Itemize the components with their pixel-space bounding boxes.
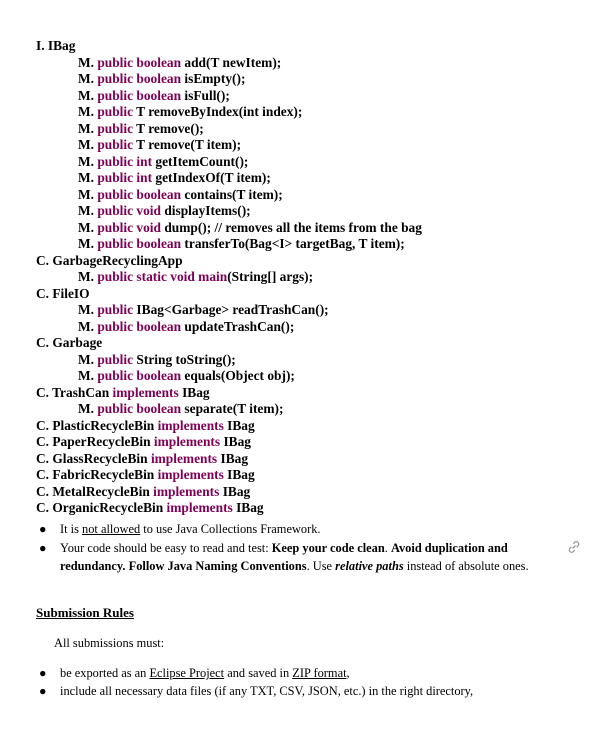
code-text: C. TrashCan [36,384,113,400]
code-text: C. Garbage [36,335,103,350]
list-item [36,683,576,700]
code-text: isFull(); [181,87,230,103]
class-line [36,38,576,55]
class-line [36,253,576,270]
code-text: M. [78,137,98,152]
code-text: C. FabricRecycleBin [36,467,158,482]
keyword-text: implements [157,467,224,482]
code-text: C. GarbageRecyclingApp [36,252,183,268]
keyword-text: implements [153,483,220,499]
list-item [36,665,576,682]
text: Your code should be easy to read and test: [60,541,272,555]
method-line [36,137,576,154]
method-line [36,104,576,121]
code-text: add(T newItem); [181,54,282,70]
method-line [36,236,576,253]
class-line [36,335,576,352]
keyword-text: public boolean [97,236,182,251]
class-line [36,418,576,435]
code-text: IBag [220,434,251,449]
code-text: M. [78,368,98,383]
code-text: isEmpty(); [181,71,246,86]
underlined-text: not allowed [82,522,141,536]
code-text: String toString(); [133,351,236,367]
keyword-text: public [97,302,134,317]
code-text: transferTo(Bag<I> targetBag, T item); [181,236,405,251]
submission-rules-heading: Submission Rules [36,605,134,620]
code-text: IBag [219,483,251,499]
text: . [384,541,391,555]
method-line [36,187,576,204]
keyword-text: public boolean [97,186,182,202]
code-text: M. [78,351,98,367]
class-line [36,434,576,451]
submission-rules-list [36,665,576,700]
method-line [36,269,576,286]
bold-text: Avoid duplication and redundancy. Follow Java Naming Conventions [60,541,508,573]
eclipse-project-link[interactable]: Eclipse Project [149,666,225,680]
code-text: C. GlassRecycleBin [36,450,151,466]
method-line [36,352,576,369]
text: to use Java Collections Framework. [140,522,321,536]
code-text: I. IBag [36,38,76,53]
code-text: T remove(); [133,120,204,136]
class-line [36,467,576,484]
code-text: C. MetalRecycleBin [36,483,154,499]
code-text: M. [78,71,98,86]
code-text: M. [78,87,98,103]
method-line [36,319,576,336]
keyword-text: public [97,104,134,119]
method-line [36,88,576,105]
code-text: M. [78,54,98,70]
code-text: equals(Object obj); [181,368,295,383]
code-text: M. [78,203,98,218]
code-text: IBag [178,384,210,400]
code-text: IBag<Garbage> readTrashCan(); [133,302,329,317]
code-text: C. PlasticRecycleBin [36,417,158,433]
text: It is [60,522,83,536]
method-line [36,55,576,72]
code-text: M. [78,219,98,235]
class-line [36,451,576,468]
code-text: C. PaperRecycleBin [36,434,154,449]
code-text: M. [78,236,98,251]
keyword-text: implements [157,417,224,433]
code-text: M. [78,170,98,185]
text: and saved in [224,666,293,680]
keyword-text: public boolean [97,401,182,416]
code-text: M. [78,401,98,416]
submission-intro: All submissions must: [54,636,165,650]
keyword-text: public static void main [97,269,228,284]
method-line [36,121,576,138]
requirements-list [36,520,576,575]
bullet-icon: ● [39,522,47,536]
class-line [36,286,576,303]
keyword-text: public boolean [97,318,182,334]
bullet-icon: ● [39,541,47,555]
keyword-text: public boolean [97,368,182,383]
keyword-text: public void [97,219,161,235]
keyword-text: public boolean [97,87,182,103]
text: include all necessary data files (if any TXT, CSV, JSON, etc.) in the right directory, [60,684,474,698]
code-text: C. OrganicRecycleBin [36,500,167,515]
code-text: M. [78,104,98,119]
class-line [36,385,576,402]
class-line [36,484,576,501]
method-line [36,170,576,187]
keyword-text: public [97,137,134,152]
keyword-text: implements [150,450,218,466]
keyword-text: public int [97,170,153,185]
text: instead of absolute ones. [403,559,529,573]
keyword-text: public void [97,203,161,218]
code-text: T removeByIndex(int index); [133,104,303,119]
list-item [36,520,576,538]
keyword-text: implements [112,384,179,400]
link-icon[interactable] [566,539,582,555]
code-text: dump(); // removes all the items from the bag [160,219,422,235]
keyword-text: public boolean [97,54,182,70]
class-structure-list [36,38,576,517]
code-text: C. FileIO [36,285,90,301]
code-text: IBag [232,500,264,515]
class-line [36,500,576,517]
code-text: getIndexOf(T item); [152,170,271,185]
method-line [36,302,576,319]
keyword-text: public [97,120,134,136]
code-text: IBag [223,417,255,433]
bold-italic-text: relative paths [335,559,404,573]
list-item [36,539,576,575]
keyword-text: implements [153,434,221,449]
code-text: IBag [223,467,255,482]
code-text: M. [78,302,98,317]
code-text: contains(T item); [181,186,283,202]
bullet-icon: ● [39,666,47,680]
code-text: (String[] args); [227,269,314,284]
code-text: M. [78,269,98,284]
text: be exported as an [60,666,150,680]
keyword-text: implements [166,500,233,515]
code-text: displayItems(); [160,203,251,218]
code-text: updateTrashCan(); [181,318,295,334]
code-text: M. [78,120,98,136]
bullet-icon: ● [39,684,47,698]
code-text: IBag [217,450,249,466]
method-line [36,401,576,418]
text: . Use [306,559,336,573]
code-text: M. [78,186,98,202]
keyword-text: public boolean [97,71,182,86]
code-text: M. [78,153,98,169]
bold-text: Keep your code clean [271,541,385,555]
method-line [36,368,576,385]
keyword-text: public int [97,153,153,169]
keyword-text: public [97,351,134,367]
code-text: separate(T item); [181,401,284,416]
method-line [36,71,576,88]
method-line [36,154,576,171]
code-text: M. [78,318,98,334]
method-line [36,203,576,220]
code-text: getItemCount(); [152,153,249,169]
code-text: T remove(T item); [133,137,242,152]
text: , [346,666,350,680]
zip-format-link[interactable]: ZIP format [292,666,347,680]
method-line [36,220,576,237]
